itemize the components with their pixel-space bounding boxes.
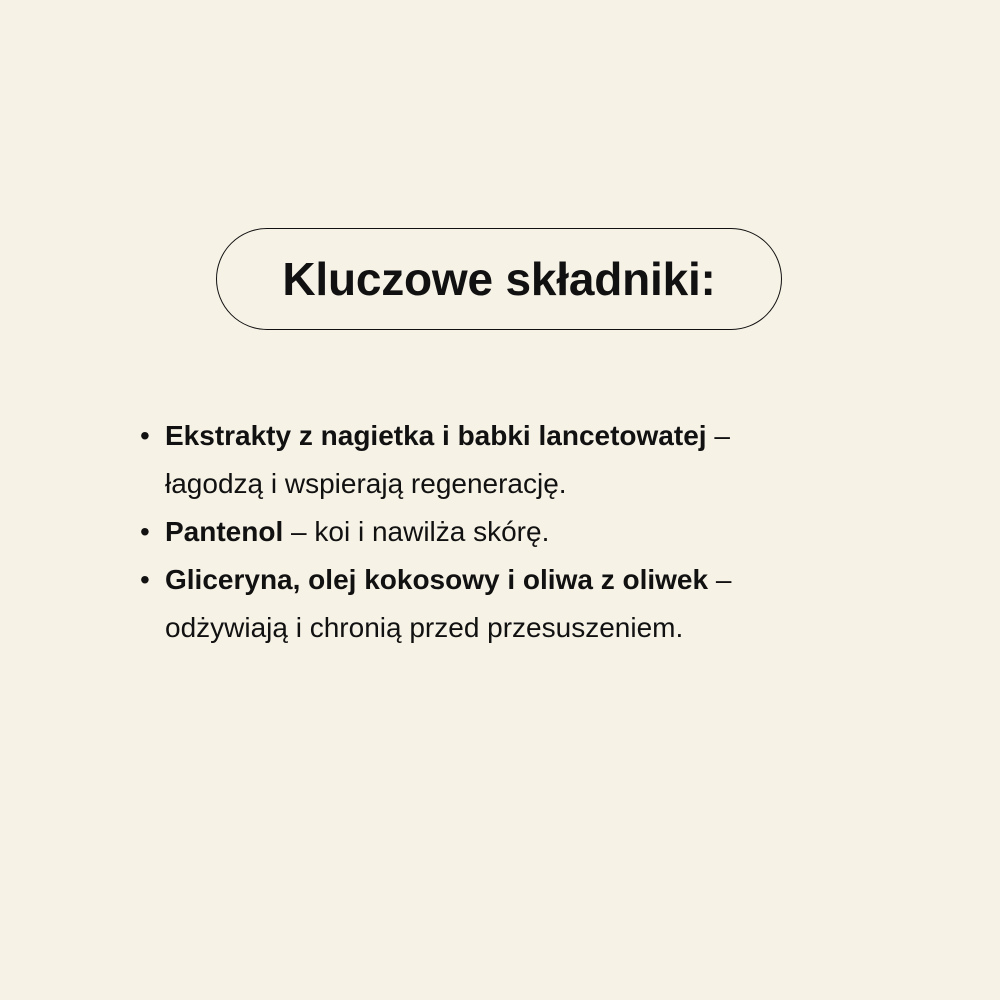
ingredient-separator: – [706, 420, 730, 451]
bullet-icon: • [140, 420, 150, 451]
bullet-icon: • [140, 564, 150, 595]
list-item [140, 556, 880, 652]
page-title: Kluczowe składniki: [282, 253, 716, 305]
ingredient-name: Pantenol [165, 516, 284, 547]
ingredients-list [140, 412, 880, 652]
ingredient-description: odżywiają i chronią przed przesuszeniem. [165, 612, 684, 643]
ingredient-separator: – [283, 516, 315, 547]
ingredient-separator: – [708, 564, 732, 595]
title-pill [216, 228, 782, 330]
bullet-icon: • [140, 516, 150, 547]
ingredient-name: Gliceryna, olej kokosowy i oliwa z oliwek [165, 564, 709, 595]
list-item [140, 412, 880, 508]
ingredient-description: łagodzą i wspierają regenerację. [165, 468, 567, 499]
ingredient-name: Ekstrakty z nagietka i babki lancetowatej [165, 420, 707, 451]
list-item [140, 508, 880, 556]
ingredient-description: koi i nawilża skórę. [314, 516, 550, 547]
